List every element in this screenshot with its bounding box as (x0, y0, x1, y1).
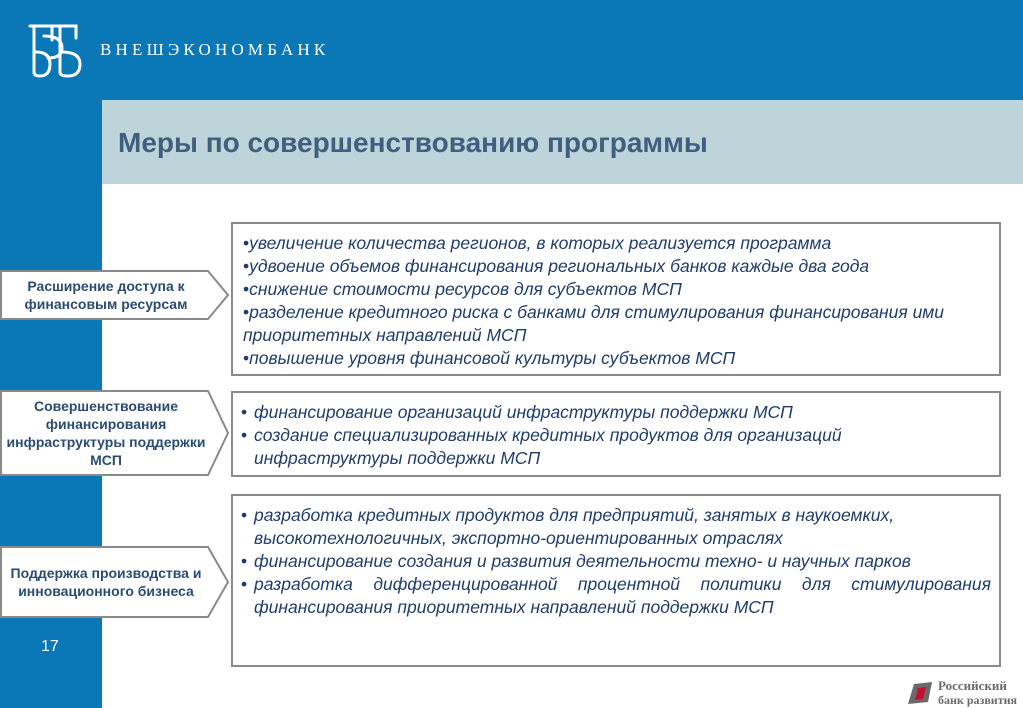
section-label-text: Расширение доступа к финансовым ресурсам (24, 278, 188, 312)
list-item: • финансирование организаций инфраструктуры поддержки МСП (241, 402, 793, 422)
list-item: •снижение стоимости ресурсов для субъектов МСП (243, 279, 682, 299)
list-item: •разделение кредитного риска с банками для стимулирования финансирования ими приоритетных направлений МСП (243, 302, 945, 345)
section-label-infrastructure (0, 390, 230, 476)
section-label-access (0, 270, 230, 320)
bullet-list (241, 401, 991, 470)
bullet-list (241, 504, 991, 619)
page-title: Меры по совершенствованию программы (118, 127, 708, 158)
content-box-innovation (231, 494, 1001, 667)
list-item: • создание специализированных кредитных продуктов для организаций инфраструктуры поддержки МСП (241, 425, 842, 468)
bullet-list (243, 232, 993, 370)
list-item: •удвоение объемов финансирования региональных банков каждые два года (243, 256, 870, 276)
page-number: 17 (41, 638, 59, 655)
rbr-logo-icon (906, 680, 934, 706)
content-box-infrastructure (231, 391, 1001, 477)
list-item: •повышение уровня финансовой культуры субъектов МСП (243, 348, 736, 368)
section-label-text: Совершенствование финансирования инфраструктуры поддержки МСП (6, 398, 206, 468)
footer-logo (906, 678, 1023, 708)
list-item: • разработка дифференцированной процентной политики для стимулирования финансирования приоритетных направлений поддержки МСП (241, 574, 991, 617)
header-bar (0, 0, 1023, 100)
section-label-text: Поддержка производства и инновационного бизнеса (10, 565, 202, 599)
section-label-innovation (0, 546, 230, 618)
list-item: • финансирование создания и развития деятельности техно- и научных парков (241, 551, 911, 571)
footer-logo-line1: Российский (938, 678, 1007, 693)
footer-logo-line2: банк развития (938, 693, 1018, 707)
veb-monogram-icon (24, 18, 88, 82)
list-item: • разработка кредитных продуктов для предприятий, занятых в наукоемких, высокотехнологичных, экспортно-ориентированных отраслях (241, 505, 895, 548)
brand-name: ВНЕШЭКОНОМБАНК (100, 40, 330, 59)
content-box-access (231, 222, 1001, 376)
list-item: •увеличение количества регионов, в которых реализуется программа (243, 233, 832, 253)
